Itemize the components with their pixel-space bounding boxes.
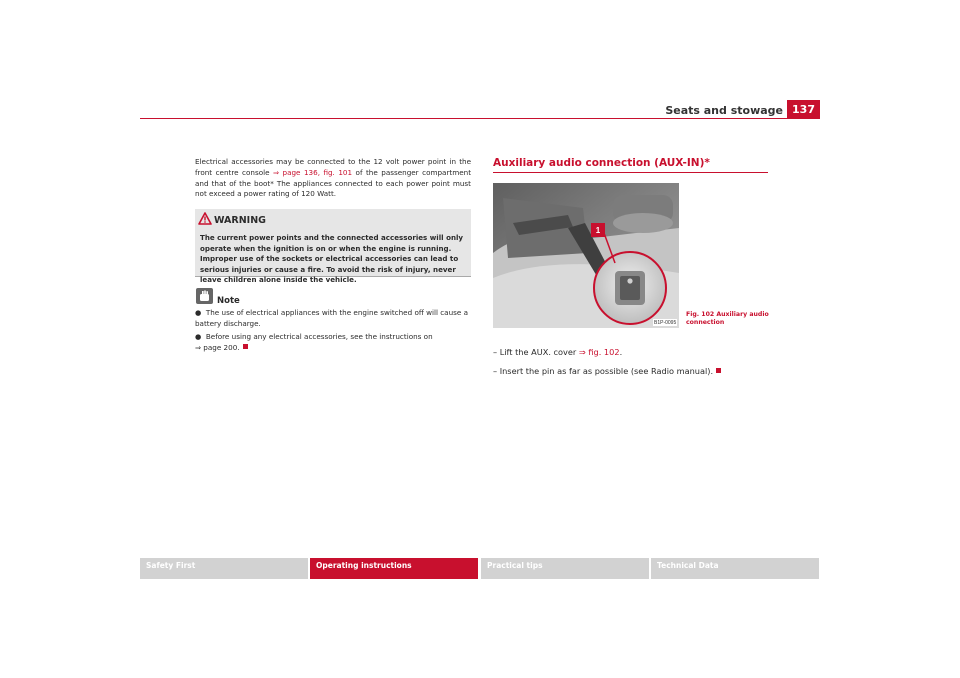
figure-label: B1P-0095 — [654, 320, 677, 326]
section-title: Auxiliary audio connection (AUX-IN)* — [493, 157, 710, 169]
section-rule — [493, 172, 768, 173]
step-1-text: – Lift the AUX. cover — [493, 347, 579, 357]
tab-label: Operating instructions — [316, 561, 412, 570]
step-1 — [493, 346, 622, 358]
page-136-link[interactable]: ⇒ page 136, fig. 101 — [273, 167, 353, 177]
intro-text-1: Electrical accessories may be connected to the 12 volt power point in the front centre console — [195, 157, 471, 177]
tab-label: Technical Data — [657, 561, 719, 570]
header-rule — [140, 118, 820, 119]
end-marker-icon — [243, 344, 248, 349]
tab-technical-data[interactable] — [651, 558, 819, 579]
step-1-end: . — [619, 347, 623, 357]
tab-label: Safety First — [146, 561, 196, 570]
note-bullet-1 — [195, 308, 471, 330]
note-hand-icon — [196, 288, 213, 304]
tab-safety-first[interactable] — [140, 558, 308, 579]
intro-paragraph — [195, 157, 471, 200]
warning-text: The current power points and the connected accessories will only operate when the ignition is on or when the engine is running. Improper use of the sockets or electrical accessories can lead to serious injuries or cause a fire. To avoid the risk of injury, never leave children alone inside the vehicle. — [200, 233, 464, 285]
step-2-text: – Insert the pin as far as possible (see Radio manual). — [493, 366, 714, 376]
page-number: 137 — [787, 100, 820, 119]
bullet-dot: ● — [195, 332, 202, 341]
tab-practical-tips[interactable] — [481, 558, 649, 579]
note-bullet-2-text: Before using any electrical accessories, see the instructions on — [205, 332, 433, 341]
figure-caption: Fig. 102 Auxiliary audio connection — [686, 311, 769, 326]
tab-operating-instructions[interactable] — [310, 558, 478, 579]
end-marker-icon — [716, 368, 721, 373]
intro-text-2: of the passenger compartment and that of the boot* The appliances connected to each power point must not exceed a power rating of 120 Watt. — [195, 167, 472, 199]
note-bullet-1-text: The use of electrical appliances with the engine switched off will cause a battery discharge. — [195, 308, 468, 328]
warning-title: WARNING — [214, 215, 266, 226]
note-bullet-2 — [195, 332, 471, 354]
step-2 — [493, 365, 721, 377]
note-title: Note — [217, 296, 240, 306]
running-header-title: Seats and stowage — [665, 104, 783, 117]
tab-label: Practical tips — [487, 561, 543, 570]
page-200-link[interactable]: ⇒ page 200. — [195, 342, 240, 352]
fig-102-link[interactable]: ⇒ fig. 102 — [578, 347, 620, 357]
figure-aux-connection — [493, 183, 679, 328]
bullet-dot: ● — [195, 308, 202, 317]
warning-triangle-icon — [198, 212, 212, 225]
svg-text:1: 1 — [595, 226, 601, 235]
aux-console-illustration — [493, 183, 679, 328]
